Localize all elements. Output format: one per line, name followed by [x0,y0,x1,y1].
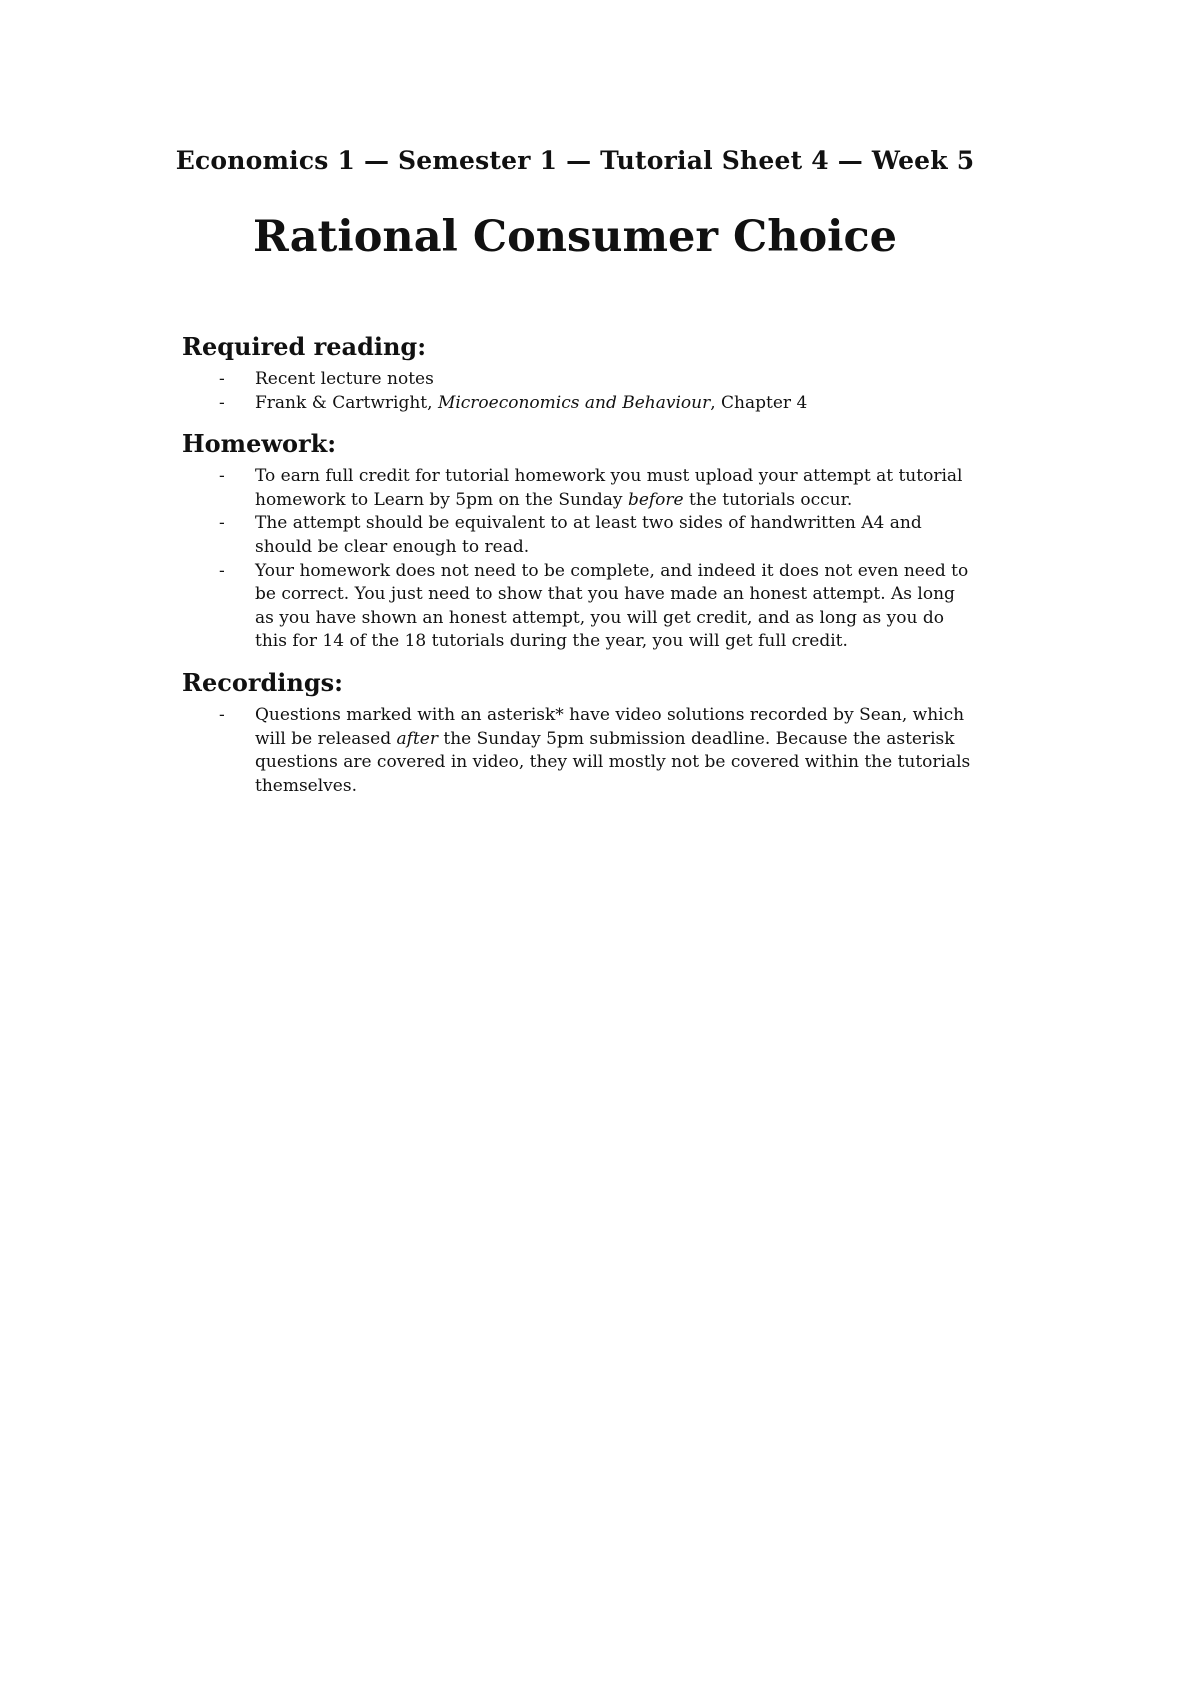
list-item-text: the tutorials occur. [683,489,853,510]
list-item-text: the Sunday 5pm submission deadline. Because the asterisk questions are covered in video, they will mostly not be covered within the tutorials themselves. [255,728,971,796]
section-homework [182,429,972,654]
list-dash: - [219,392,225,413]
list-dash: - [219,466,225,487]
section-recordings [182,668,972,798]
section-heading-recordings: Recordings: [182,667,343,697]
list-dash: - [219,369,225,389]
list-item-text: Recent lecture notes [255,369,434,389]
list-item-text: Your homework does not need to be complete, and indeed it does not even need to be correct. You just need to show that you have made an honest attempt. As long as you have shown an honest attempt, you will get credit, and as long as you do this for 14 of the 18 tutorials during the year, you will get full credit. [255,560,969,652]
homework-list [182,465,972,654]
section-required-reading [182,332,972,415]
list-item [182,512,972,559]
section-heading-reading: Required reading: [182,332,427,361]
list-item [182,704,972,798]
list-item-text: Frank & Cartwright, [255,392,438,413]
list-item [182,368,972,392]
list-dash: - [219,513,225,534]
list-item-text: The attempt should be equivalent to at least two sides of handwritten A4 and should be clear enough to read. [255,513,922,557]
book-title: Microeconomics and Behaviour [437,392,711,413]
list-item-text: To earn full credit for tutorial homework you must upload your attempt at tutorial homework to Learn by 5pm on the Sunday [255,466,963,510]
recordings-list [182,704,972,798]
list-item-text: Questions marked with an asterisk* have video solutions recorded by Sean, which will be released [255,704,965,749]
page-title: Rational Consumer Choice [252,212,898,262]
reading-list [182,368,972,415]
course-header: Economics 1 — Semester 1 — Tutorial Sheet 4 — Week 5 [175,146,975,175]
list-item [182,560,972,654]
list-item-text: , Chapter 4 [710,392,808,413]
emphasis-text: after [396,728,438,749]
list-dash: - [219,560,225,581]
section-heading-homework: Homework: [182,429,337,459]
list-item [182,392,972,416]
document-body [182,332,972,798]
list-dash: - [219,704,225,725]
emphasis-text: before [627,489,684,510]
list-item [182,465,972,512]
